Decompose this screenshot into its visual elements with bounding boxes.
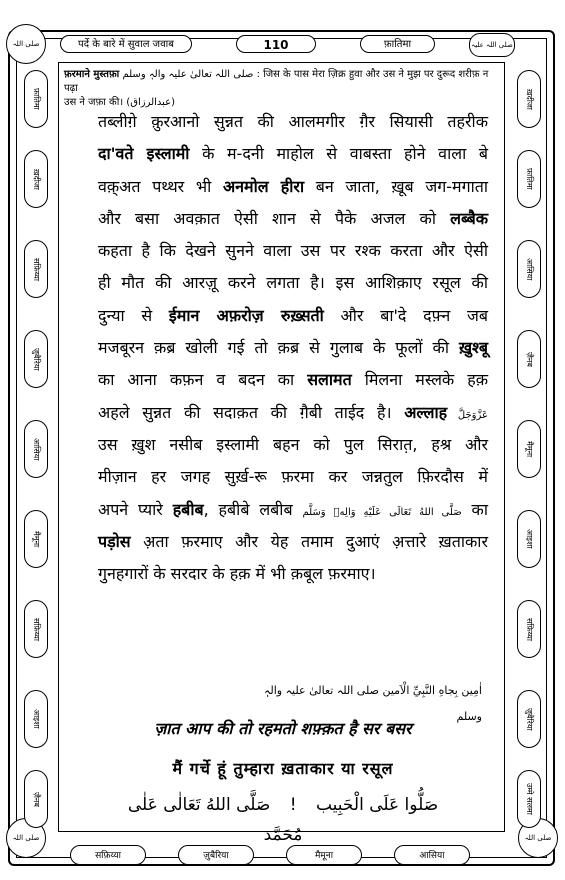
text-line: मीज़ान हर जगह सुर्ख़-रू फ़रमा कर जन्नतुल फ़िरदौस में [98, 467, 488, 487]
text-line: तब्लीग़े क़ुरआनो सुन्नत की आलमगीर ग़ैर सियासी तहरीक [98, 112, 488, 131]
side-medallion-right: ज़ुबैरिया [517, 690, 541, 748]
book-title: पर्दे के बारे में सुवाल जवाब [60, 35, 192, 53]
emphasis: अनमोल हीरा [222, 176, 305, 196]
text-line: गुनहगारों के सरदार के हक़ में भी क़बूल फ़रमाए। [98, 564, 376, 584]
text-line: वक़्अत पथ्थर भी अनमोल हीरा बन जाता, ख़ूब जग-मगाता [98, 176, 488, 196]
side-medallion-right: ख़दीजा [517, 70, 541, 128]
hadith-text-continued: उस ने जफ़ा की। [64, 97, 124, 108]
footer-label: मैमूना [286, 845, 362, 865]
side-medallion-right: ज़ैनब [517, 330, 541, 388]
emphasis: सलामत [307, 370, 352, 390]
header-calligraphy-badge: صلی اللہ علیہ [469, 33, 515, 57]
side-medallion-left: ख़दीजा [24, 150, 48, 208]
hadith-salutation: صلی اللہ تعالیٰ علیہ والہٖ وسلم [122, 69, 254, 80]
corner-medallion-top-left: صلی اللہ [6, 24, 46, 64]
verse-line-2: मैं गर्चे हूं तुम्हारा ख़ताकार या रसूल [172, 759, 394, 778]
footer-label: ज़ुबैरिया [178, 845, 254, 865]
footer-label: सफ़िय्या [70, 845, 146, 865]
text-line: उस ख़ुश नसीब इस्लामी बहन को पुल सिरात़, हश्र और [98, 434, 488, 454]
emphasis: ख़ुश्बू [458, 338, 488, 358]
corner-medallion-bottom-right: صلی اللہ [518, 818, 558, 858]
text-line: दुन्या से ईमान अफ़रोज़ रुख़्सती और बा'दे दफ़्न जब [98, 305, 488, 325]
emphasis: पड़ोस [98, 531, 131, 551]
side-medallion-left: आसिया [24, 420, 48, 478]
salawat-line [118, 790, 448, 845]
hadith-reference: (عبدالرزاق) [126, 97, 176, 108]
text-line: ही मौत की आरज़ू करने लगता है। इस आशिक़ाए रसूल की [98, 273, 488, 293]
side-medallion-left: आइशा [24, 690, 48, 748]
hadith-text: : जिस के पास मेरा ज़िक्र हुवा और उस ने मुझ पर दुरूद शरीफ़ न पढ़ा [64, 69, 489, 94]
emphasis: ईमान अफ़रोज़ रुख़्सती [168, 305, 324, 325]
side-medallion-right: मैमूना [517, 420, 541, 478]
emphasis: अल्लाह [404, 402, 448, 422]
side-medallion-left: सफ़िय्या [24, 600, 48, 658]
corner-medallion-bottom-left: صلی اللہ [6, 818, 46, 858]
side-medallion-right: सफ़िय्या [517, 600, 541, 658]
side-medallion-right: आसिया [517, 240, 541, 298]
text-line: पड़ोस अ़ता फ़रमाए और येह तमाम दुआएं अ़त्तारे ख़ताकार [98, 531, 488, 551]
footer-label: आसिया [394, 845, 470, 865]
side-medallion-left: सफ़िय्या [24, 240, 48, 298]
page-number: 110 [236, 35, 316, 53]
hadith-banner [64, 68, 500, 108]
main-paragraph [98, 106, 488, 590]
text-line: और बसा अवक़ात ऐसी शान से पैके अजल को लब्बैक [98, 208, 488, 228]
text-line: अहले सुन्नत की सदाक़त की ग़ैबी ताईद है। अल्लाह عَزَّوَجَلَّ [98, 402, 488, 422]
salawat-call: صَلُّوا عَلَى الْحَبِيب [315, 795, 439, 815]
side-medallion-left: ज़ैनब [24, 770, 48, 828]
text-line: का आना कफ़न व बदन का सलामत मिलना मस्लके हक़ [98, 370, 488, 390]
emphasis: हबीब [172, 499, 204, 519]
salawat-separator: ! [289, 795, 297, 815]
side-medallion-left: ज़ुबैरिया [24, 330, 48, 388]
salawat-response: صَلَّى اللهُ تَعَالٰى عَلٰى مُحَمَّد [127, 795, 303, 845]
text-line: कहता है कि देखने सुनने वाला उस पर रश्क करता और ऐसी [98, 241, 488, 261]
emphasis: लब्बैक [450, 208, 488, 228]
side-medallion-right: आइशा [517, 510, 541, 568]
side-medallion-right: फ़ातिमा [517, 150, 541, 208]
ameen-supplication: اٰمِين بِجاهِ النَّبِيِّ الْاَمين صلی اللہ تعالیٰ علیہ والہٖ وسلم [263, 684, 482, 723]
text-line: अपने प्यारे हबीब, हबीबे लबीब صَلَّى اللهُ تَعَالَى عَلَيْهِ وَالِهٖ وَسَلَّم का [98, 499, 488, 519]
side-medallion-left: फ़ातिमा [24, 70, 48, 128]
emphasis: दा'वते इस्लामी [98, 144, 190, 164]
hadith-label: फ़रमाने मुस्तफ़ा [64, 69, 120, 80]
side-medallion-left: मैमूना [24, 510, 48, 568]
verse-line-1: ज़ात आप की तो रहमतो शफ़्क़त है सर बसर [154, 719, 412, 738]
section-title: फ़ातिमा [360, 35, 435, 53]
side-medallion-right: उम्मे सलमा [517, 770, 541, 828]
text-line: मजबूरन क़ब्र खोली गई तो क़ब्र से गुलाब के फूलों की ख़ुश्बू [98, 338, 488, 358]
text-line: दा'वते इस्लामी के म-दनी माहोल से वाबस्ता होने वाला बे [98, 144, 488, 164]
page-header [40, 33, 525, 57]
